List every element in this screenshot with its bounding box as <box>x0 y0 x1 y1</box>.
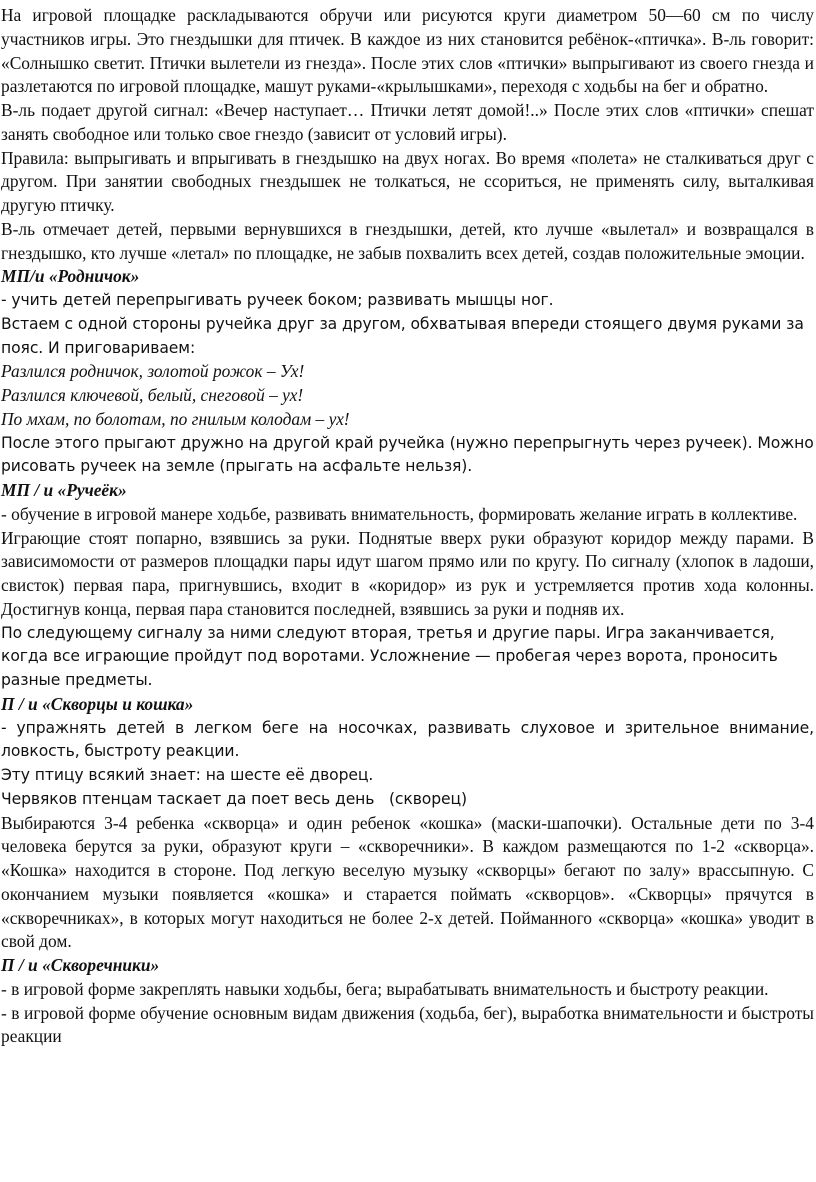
verse-line-2: Разлился ключевой, белый, снеговой – ух! <box>1 385 304 405</box>
paragraph-skvortsy-rules: Выбираются 3-4 ребенка «скворца» и один ребенок «кошка» (маски-шапочки). Остальные дети по 3-4 человека берутся за руки, образуют круги – «скворечники». В каждом размещаются по 1-2 «скворца». «Кошка» находится в стороне. Под легкую веселую музыку «скворцы» бегают по залу» врассыпную. С окончанием музыки появляется «кошка» и старается поймать «скворцов». «Скворцы» прячутся в «скворечниках», в которых могут находиться не более 2-х детей. Пойманного «скворца» «кошка» уводит в свой дом. <box>1 812 814 952</box>
heading-rodnichok: МП/и «Родничок» <box>1 266 140 287</box>
paragraph-rucheyok-goal: - обучение в игровой манере ходьбе, развивать внимательность, формировать желание играть в коллективе. <box>1 503 798 524</box>
paragraph-rodnichok-goal: - учить детей перепрыгивать ручеек боком; развивать мышцы ног. <box>1 291 554 309</box>
riddle-line-2: Червяков птенцам таскает да поет весь день (скворец) <box>1 789 468 808</box>
paragraph-rodnichok-jump: После этого прыгают дружно на другой край ручейка (нужно перепрыгнуть через ручеек). Можно рисовать ручеек на земле (прыгать на асфальте нельзя). <box>1 433 814 476</box>
paragraph-rucheyok-next-signal: По следующему сигналу за ними следуют вторая, третья и другие пары. Игра заканчивается, когда все играющие пройдут под воротами. Усложнение — пробегая через ворота, проносить разные предметы. <box>1 623 778 689</box>
heading-rucheyok: МП / и «Ручеёк» <box>1 480 127 500</box>
verse-line-1: Разлился родничок, золотой рожок – Ух! <box>1 361 305 382</box>
paragraph-skvorechniki-goal-1: - в игровой форме закреплять навыки ходьбы, бега; вырабатывать внимательность и быстроту реакции. <box>1 978 769 999</box>
heading-skvorechniki: П / и «Скворечники» <box>1 955 160 975</box>
paragraph-rules: Правила: выпрыгивать и впрыгивать в гнездышко на двух ногах. Во время «полета» не сталкиваться друг с другом. При занятии свободных гнездышек не толкаться, не ссориться, не применять силу, выталкивая другую птичку. <box>1 147 814 215</box>
paragraph-skvorechniki-goal-2: - в игровой форме обучение основным видам движения (ходьба, бег), выработка внимательности и быстроты реакции <box>1 1002 814 1047</box>
verse-line-3: По мхам, по болотам, по гнилым колодам – ух! <box>1 408 350 429</box>
paragraph-rucheyok-rules: Играющие стоят попарно, взявшись за руки. Поднятые вверх руки образуют коридор между парами. В зависимомости от размеров площадки пары идут шагом прямо или по кругу. По сигналу (хлопок в ладоши, свисток) первая пара, пригнувшись, входит в «коридор» из рук и устремляется против хода колонны. Достигнув конца, первая пара становится последней, взявшись за руки и подняв их. <box>1 527 814 619</box>
paragraph-nests-setup: На игровой площадке раскладываются обручи или рисуются круги диаметром 50—60 см по числу участников игры. Это гнездышки для птичек. В каждое из них становится ребёнок-«птичка». В-ль говорит: «Солнышко светит. Птички вылетели из гнезда». После этих слов «птички» выпрыгивают из своего гнезда и разлетаются по игровой площадке, машут руками-«крылышками», переходя с ходьбы на бег и обратно. <box>1 5 814 97</box>
riddle-line-1: Эту птицу всякий знает: на шесте её дворец. <box>1 766 374 784</box>
heading-skvortsy-i-koshka: П / и «Скворцы и кошка» <box>1 693 194 714</box>
paragraph-teacher-praise: В-ль отмечает детей, первыми вернувшихся в гнездышки, детей, кто лучше «вылетал» и возвращался в гнездышко, кто лучше «летал» по площадке, не забыв похвалить всех детей, создав положительные эмоции. <box>1 218 814 263</box>
paragraph-rodnichok-setup: Встаем с одной стороны ручейка друг за другом, обхватывая впереди стоящего двумя руками за пояс. И приговариваем: <box>1 314 804 357</box>
paragraph-evening-signal: В-ль подает другой сигнал: «Вечер наступает… Птички летят домой!..» После этих слов «птички» спешат занять свободное или только свое гнездо (зависит от условий игры). <box>1 100 814 144</box>
paragraph-skvortsy-goal: - упражнять детей в легком беге на носочках, развивать слуховое и зрительное внимание, ловкость, быстроту реакции. <box>1 718 814 761</box>
